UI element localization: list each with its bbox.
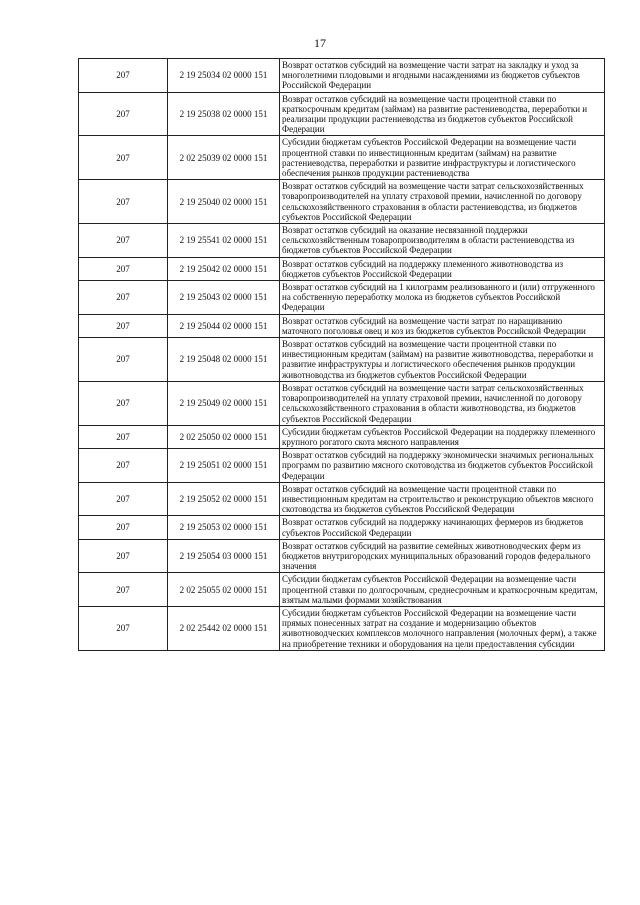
admin-code-cell: 207 [79,180,168,224]
income-description-cell: Возврат остатков субсидий на оказание несвязанной поддержки сельскохозяйственным товаропроизводителям в области растениеводства из бюджетов субъектов Российской Федерации [280,224,605,258]
income-description-cell: Возврат остатков субсидий на возмещение части затрат сельскохозяйственных товаропроизводителей на уплату страховой премии, начисленной по договору сельскохозяйственного страхования в области растениеводства, из бюджетов субъектов Российской Федерации [280,180,605,224]
income-description-cell: Субсидии бюджетам субъектов Российской Федерации на возмещение части прямых понесенных затрат на создание и модернизацию объектов животноводческих комплексов молочного направления (молочных ферм), а также на приобретение техники и оборудования на цели предоставления субсидии [280,606,605,650]
income-description-cell: Субсидии бюджетам субъектов Российской Федерации на возмещение части процентной ставки по инвестиционным кредитам (займам) на развитие растениеводства, переработки и развитие инфраструктуры и логистического обеспечения рынков продукции растениеводства [280,136,605,180]
budget-classification-code-cell: 2 02 25050 02 0000 151 [168,425,280,448]
income-description-cell: Возврат остатков субсидий на возмещение части затрат по наращиванию маточного поголовья овец и коз из бюджетов субъектов Российской Федерации [280,314,605,337]
table-row [79,381,605,425]
table-row [79,516,605,539]
budget-classification-code-cell: 2 19 25034 02 0000 151 [168,59,280,93]
admin-code-cell: 207 [79,136,168,180]
budget-classification-code-cell: 2 19 25541 02 0000 151 [168,224,280,258]
table-row [79,425,605,448]
table-row [79,539,605,573]
budget-classification-code-cell: 2 02 25039 02 0000 151 [168,136,280,180]
table-row [79,449,605,483]
table-row [79,338,605,382]
table-row [79,257,605,280]
income-description-cell: Субсидии бюджетам субъектов Российской Федерации на поддержку племенного крупного рогатого скота мясного направления [280,425,605,448]
budget-classification-code-cell: 2 19 25052 02 0000 151 [168,482,280,516]
table-row [79,136,605,180]
budget-codes-table [78,58,605,651]
table-row [79,314,605,337]
admin-code-cell: 207 [79,516,168,539]
income-description-cell: Возврат остатков субсидий на поддержку начинающих фермеров из бюджетов субъектов Российской Федерации [280,516,605,539]
budget-classification-code-cell: 2 19 25048 02 0000 151 [168,338,280,382]
page-number: 17 [314,36,326,50]
admin-code-cell: 207 [79,449,168,483]
budget-classification-code-cell: 2 19 25049 02 0000 151 [168,381,280,425]
admin-code-cell: 207 [79,257,168,280]
income-description-cell: Субсидии бюджетам субъектов Российской Федерации на возмещение части процентной ставки по долгосрочным, среднесрочным и краткосрочным кредитам, взятым малыми формами хозяйствования [280,573,605,607]
table-row [79,281,605,315]
income-description-cell: Возврат остатков субсидий на возмещение части процентной ставки по инвестиционным кредитам (займам) на развитие животноводства, переработки и развитие инфраструктуры и логистического обеспечения рынков продукции животноводства из бюджетов субъектов Российской Федерации [280,338,605,382]
admin-code-cell: 207 [79,425,168,448]
budget-classification-code-cell: 2 19 25040 02 0000 151 [168,180,280,224]
budget-classification-code-cell: 2 19 25044 02 0000 151 [168,314,280,337]
income-description-cell: Возврат остатков субсидий на развитие семейных животноводческих ферм из бюджетов внутригородских муниципальных образований городов федерального значения [280,539,605,573]
budget-classification-code-cell: 2 02 25442 02 0000 151 [168,606,280,650]
admin-code-cell: 207 [79,338,168,382]
admin-code-cell: 207 [79,224,168,258]
table-row [79,606,605,650]
table-row [79,59,605,93]
budget-classification-code-cell: 2 19 25038 02 0000 151 [168,92,280,136]
admin-code-cell: 207 [79,381,168,425]
income-description-cell: Возврат остатков субсидий на 1 килограмм реализованного и (или) отгруженного на собственную переработку молока из бюджетов субъектов Российской Федерации [280,281,605,315]
budget-classification-code-cell: 2 19 25042 02 0000 151 [168,257,280,280]
budget-classification-code-cell: 2 19 25054 03 0000 151 [168,539,280,573]
table-row [79,92,605,136]
table-row [79,482,605,516]
income-description-cell: Возврат остатков субсидий на поддержку экономически значимых региональных программ по развитию мясного скотоводства из бюджетов субъектов Российской Федерации [280,449,605,483]
table-body [79,59,605,651]
admin-code-cell: 207 [79,314,168,337]
budget-classification-code-cell: 2 19 25051 02 0000 151 [168,449,280,483]
budget-classification-code-cell: 2 19 25043 02 0000 151 [168,281,280,315]
income-description-cell: Возврат остатков субсидий на возмещение части затрат сельскохозяйственных товаропроизводителей на уплату страховой премии, начисленной по договору сельскохозяйственного страхования в области животноводства, из бюджетов субъектов Российской Федерации [280,381,605,425]
admin-code-cell: 207 [79,59,168,93]
table-row [79,180,605,224]
income-description-cell: Возврат остатков субсидий на возмещение части затрат на закладку и уход за многолетними плодовыми и ягодными насаждениями из бюджетов субъектов Российской Федерации [280,59,605,93]
budget-classification-code-cell: 2 02 25055 02 0000 151 [168,573,280,607]
table-row [79,224,605,258]
admin-code-cell: 207 [79,482,168,516]
admin-code-cell: 207 [79,281,168,315]
budget-classification-code-cell: 2 19 25053 02 0000 151 [168,516,280,539]
admin-code-cell: 207 [79,606,168,650]
admin-code-cell: 207 [79,573,168,607]
admin-code-cell: 207 [79,539,168,573]
income-description-cell: Возврат остатков субсидий на возмещение части процентной ставки по инвестиционным кредитам на строительство и реконструкцию объектов мясного скотоводства из бюджетов субъектов Российской Федерации [280,482,605,516]
table-row [79,573,605,607]
income-description-cell: Возврат остатков субсидий на поддержку племенного животноводства из бюджетов субъектов Российской Федерации [280,257,605,280]
admin-code-cell: 207 [79,92,168,136]
income-description-cell: Возврат остатков субсидий на возмещение части процентной ставки по краткосрочным кредитам (займам) на развитие растениеводства, переработки и реализации продукции растениеводства из бюджетов субъектов Российской Федерации [280,92,605,136]
